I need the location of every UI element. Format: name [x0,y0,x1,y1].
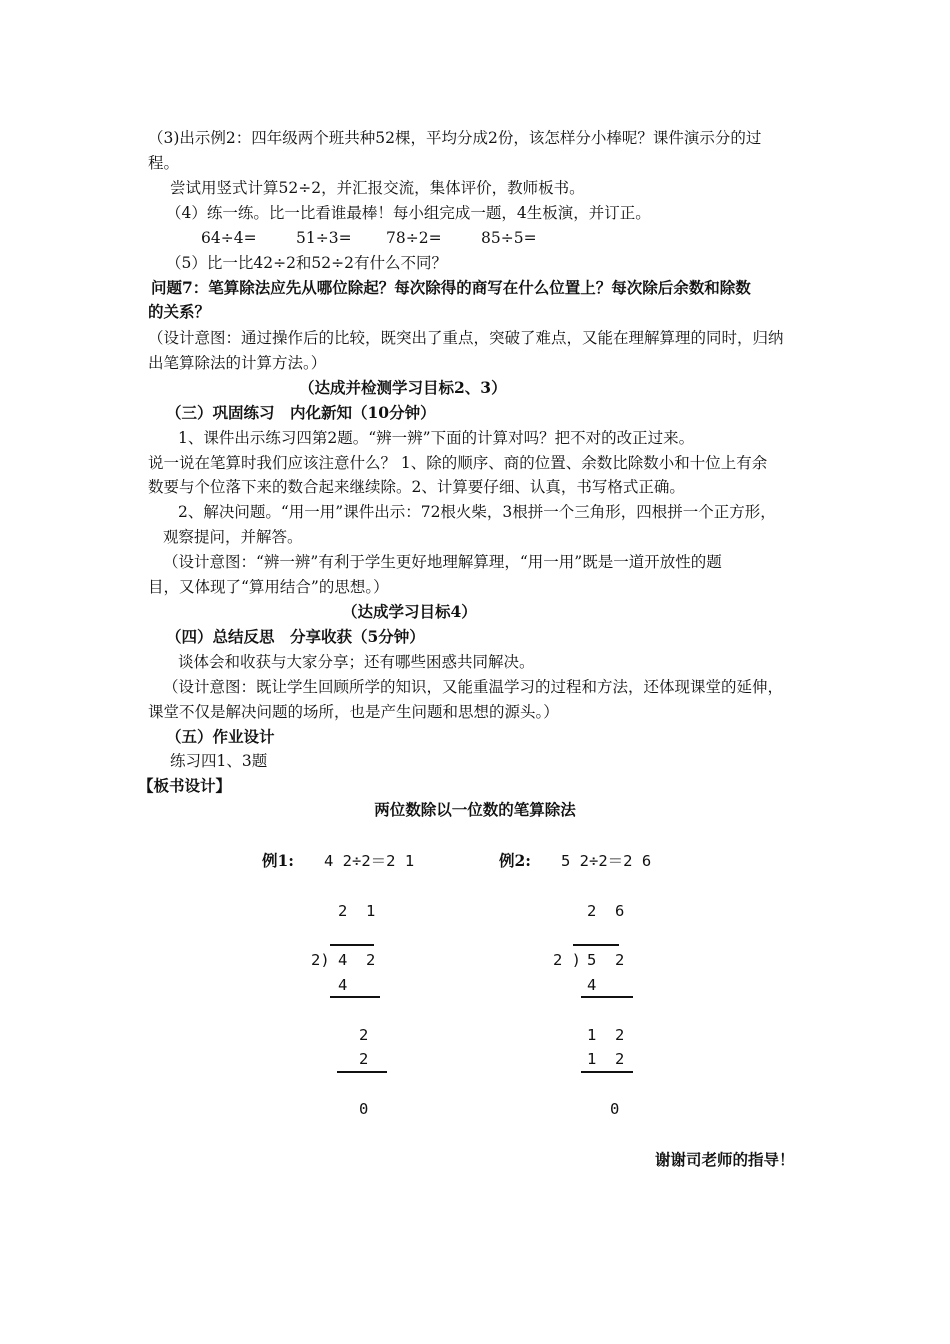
division-bar [573,944,619,946]
homework-text: 练习四1、3题 [170,752,268,770]
division-bar [330,944,374,946]
example-2-divisor: 2 ) [553,951,581,969]
subtraction-line [337,1071,387,1073]
example-2-step1: 4 [587,976,597,994]
exercise-item: 78÷2= [386,229,442,247]
paragraph-solve: 2、解决问题。“用一用”课件出示：72根火柴，3根拼一个三角形，四根拼一个正方形， [178,503,776,521]
example-2-label: 例2: [499,851,532,870]
example-1-step1: 4 [338,976,348,994]
design-intent-2: （设计意图：“辨一辨”有利于学生更好地理解算理，“用一用”既是一道开放性的题 [163,553,722,571]
paragraph-practice: （4）练一练。比一比看谁最棒！每小组完成一题，4生板演，并订正。 [166,204,651,222]
design-intent-2-cont: 目，又体现了“算用结合”的思想。） [148,578,389,596]
paragraph-compare: （5）比一比42÷2和52÷2有什么不同？ [166,254,448,272]
paragraph-attention-cont: 数要与个位落下来的数合起来继续除。2、计算要仔细、认真，书写格式正确。 [148,478,685,496]
paragraph-share: 谈体会和收获与大家分享；还有哪些困惑共同解决。 [178,653,535,671]
paragraph-exercise-1: 1、课件出示练习四第2题。“辨一辨”下面的计算对吗？把不对的改正过来。 [178,429,695,447]
question-7-cont: 的关系？ [148,302,211,321]
example-1-step2b: 2 [359,1050,369,1068]
paragraph-attention: 说一说在笔算时我们应该注意什么？ 1、除的顺序、商的位置、余数比除数小和十位上有余 [148,454,768,472]
example-2-dividend: 5 2 [587,951,625,969]
example-2-step2a: 1 2 [587,1026,625,1044]
board-design-heading: 【板书设计】 [138,776,232,795]
design-intent-3: （设计意图：既让学生回顾所学的知识，又能重温学习的过程和方法，还体现课堂的延伸， [163,678,784,696]
exercise-item: 85÷5= [481,229,537,247]
board-title: 两位数除以一位数的笔算除法 [374,800,576,819]
design-intent-1: （设计意图：通过操作后的比较，既突出了重点，突破了难点，又能在理解算理的同时，归纳 [148,329,784,347]
paragraph-try-vertical: 尝试用竖式计算52÷2，并汇报交流，集体评价，教师板书。 [170,179,585,197]
example-1-step2a: 2 [359,1026,369,1044]
section-heading-4: （四）总结反思 分享收获（5分钟） [166,627,425,646]
subtraction-line [581,1071,633,1073]
acknowledgement: 谢谢司老师的指导！ [655,1150,795,1169]
goal-heading-2-3: （达成并检测学习目标2、3） [299,378,507,397]
paragraph-solve-cont: 观察提问，并解答。 [163,528,303,546]
example-2-equation: 5 2÷2＝2 6 [561,852,652,870]
exercise-item: 51÷3= [296,229,352,247]
section-heading-5: （五）作业设计 [166,727,275,746]
question-7: 问题7：笔算除法应先从哪位除起？每次除得的商写在什么位置上？每次除后余数和除数 [151,278,751,297]
exercise-item: 64÷4= [201,229,257,247]
example-2-remainder: 0 [610,1100,620,1118]
example-1-quotient: 2 1 [338,902,376,920]
example-1-equation: 4 2÷2＝2 1 [324,852,415,870]
example-1-divisor: 2) [311,951,330,969]
section-heading-3: （三）巩固练习 内化新知（10分钟） [166,403,436,422]
goal-heading-4: （达成学习目标4） [342,602,477,621]
example-2-step2b: 1 2 [587,1050,625,1068]
paragraph-example2: （3)出示例2：四年级两个班共种52棵，平均分成2份，该怎样分小棒呢？课件演示分的过 [148,129,762,147]
example-1-dividend: 4 2 [338,951,376,969]
example-1-label: 例1: [262,851,295,870]
subtraction-line [330,996,380,998]
design-intent-1-cont: 出笔算除法的计算方法。） [148,354,327,372]
design-intent-3-cont: 课堂不仅是解决问题的场所，也是产生问题和思想的源头。） [148,703,559,721]
paragraph-example2-cont: 程。 [148,154,180,172]
example-1-remainder: 0 [359,1100,369,1118]
example-2-quotient: 2 6 [587,902,625,920]
subtraction-line [581,996,633,998]
